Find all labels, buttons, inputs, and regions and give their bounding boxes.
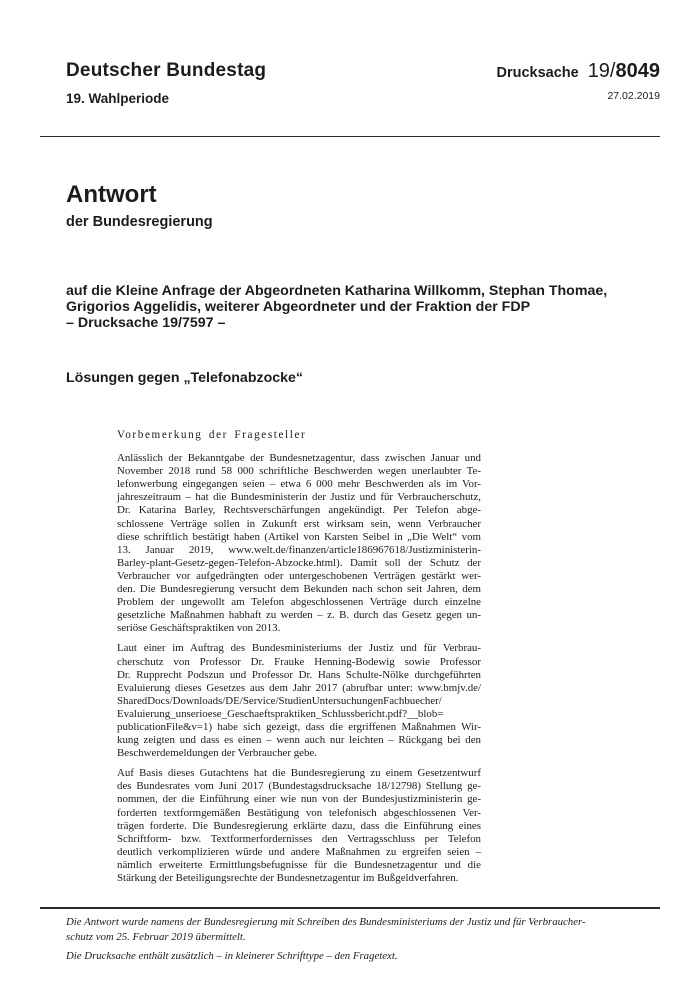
body-paragraph-1: Anlässlich der Bekanntgabe der Bundesnetzagentur, dass zwischen Januar und November 2018 rund 58 000 schriftliche Beschwerden wegen unerlaubter Te- lefonwerbung eingegangen seien – etwa 6 000 mehr Beschwerden als im Vor- jahreszeitraum – hat die Bundesministerin der Justiz und für Verbraucherschutz, Dr. Katarina Barley, Rechtsverschärfungen angekündigt. Per Telefon abge- schlossene Verträge sollen in Zukunft erst wirksam sein, wenn Verbraucher diese schriftlich bestätigt haben (Artikel von Karsten Seibel in „Die Welt“ vom 13. Januar 2019, www.welt.de/finanzen/article186967618/Justizministerin- Barley-plant-Gesetz-gegen-Telefon-Abzocke.html). Damit soll der Schutz der Verbraucher vor aufgedrängten oder untergeschobenen Verträgen gestärkt wer- den. Die Bundesregierung versucht dem Bekunden nach schon seit Jahren, dem Problem der ungewollt am Telefon abgeschlossenen Verträge durch einzelne gesetzliche Maßnahmen habhaft zu werden – z. B. durch das Gesetz gegen un- seriöse Geschäftspraktiken von 2013. (117, 452, 481, 635)
document-footer (66, 915, 666, 969)
drucksache-number-value: 8049 (615, 60, 660, 82)
answer-title: Antwort (66, 181, 157, 208)
request-reference-paragraph: auf die Kleine Anfrage der Abgeordneten Katharina Willkomm, Stephan Thomae, Grigorios Aggelidis, weiterer Abgeordneter und der Fraktion der FDP – Drucksache 19/7597 – (66, 283, 608, 331)
header-divider (40, 136, 660, 137)
answer-subtitle: der Bundesregierung (66, 214, 213, 230)
body-paragraph-3: Auf Basis dieses Gutachtens hat die Bundesregierung zu einem Gesetzentwurf des Bundesrates vom Juni 2017 (Bundestagsdrucksache 18/12798) Stellung ge- nommen, der die Einführung einer wie nun von der Bundesjustizministerin ge- forderten textformgemäßen Bestätigung von telefonisch abgeschlossenen Ver- trägen forderte. Die Bundesregierung erklärte dazu, dass die Einführung eines Schriftform- bzw. Textformerfordernisses den Vertragsschluss per Telefon deutlich verkomplizieren würde und andere Maßnahmen zu ergreifen seien – nämlich erweiterte Ermittlungsbefugnisse für die Bundesnetzagentur und die Stärkung der Beteiligungsrechte der Bundesnetzagentur im Bußgeldverfahren. (117, 767, 481, 884)
preliminary-remark-heading: Vorbemerkung der Fragesteller (117, 429, 307, 441)
footer-typeface-note: Die Drucksache enthält zusätzlich – in kleinerer Schrifttype – den Fragetext. (66, 950, 398, 962)
document-number-line (496, 60, 660, 83)
document-date: 27.02.2019 (607, 90, 660, 102)
institution-title: Deutscher Bundestag (66, 60, 267, 81)
body-paragraph-2: Laut einer im Auftrag des Bundesministeriums der Justiz und für Verbrau- cherschutz von Professor Dr. Frauke Henning-Bodewig sowie Professor Dr. Rupprecht Podszun und Professor Dr. Hans Schulte-Nölke durchgeführten Evaluierung dieses Gesetzes aus dem Jahr 2017 (abrufbar unter: www.bmjv.de/ SharedDocs/Downloads/DE/Service/StudienUntersuchungenFachbuecher/ Evaluierung_unserioese_Geschaeftspraktiken_Schlussbericht.pdf?__blob= publicationFile&v=1) habe sich gezeigt, dass die ergriffenen Maßnahmen Wir- kung zeigten und dass es einen – wenn auch nur leichten – Rückgang bei den Beschwerdemeldungen der Verbraucher gebe. (117, 642, 481, 760)
legislative-period-label: 19. Wahlperiode (66, 91, 170, 106)
footer-divider (40, 907, 660, 909)
footer-transmission-note: Die Antwort wurde namens der Bundesregierung mit Schreiben des Bundesministeriums der Justiz und für Verbraucher- schutz vom 25. Februar 2019 übermittelt. (66, 916, 586, 943)
drucksache-number-prefix: 19/ (587, 60, 616, 82)
document-body (117, 429, 481, 892)
header-right (496, 60, 660, 102)
subject-title: Lösungen gegen „Telefonabzocke“ (66, 370, 304, 386)
header-left (66, 60, 266, 106)
drucksache-label: Drucksache (496, 65, 579, 81)
drucksache-number (588, 60, 660, 83)
